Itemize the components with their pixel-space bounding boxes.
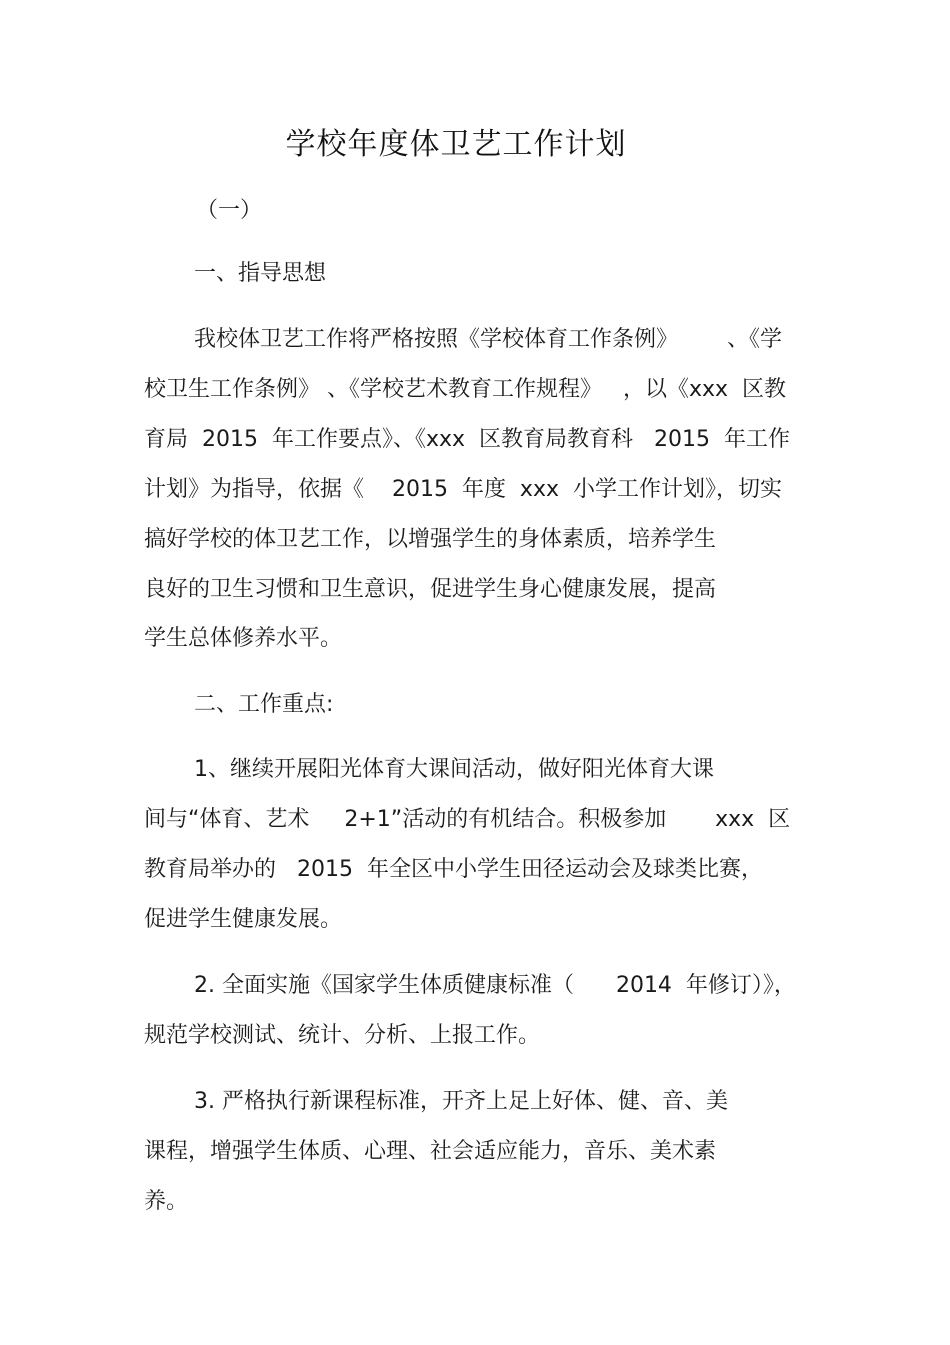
part-label: （一） <box>196 198 263 223</box>
document-title: 学校年度体卫艺工作计划 <box>285 127 627 162</box>
paragraph-line: 学生总体修养水平。 <box>144 626 343 651</box>
paragraph-line: 良好的卫生习惯和卫生意识，促进学生身心健康发展，提高 <box>144 577 717 602</box>
paragraph-line: 促进学生健康发展。 <box>144 907 343 932</box>
paragraph-line: 校卫生工作条例》 、《学校艺术教育工作规程》 ，以《xxx 区教 <box>144 377 787 402</box>
paragraph-line: 计划》为指导，依据《 2015 年度 xxx 小学工作计划》，切实 <box>144 477 782 502</box>
paragraph-line: 养。 <box>144 1189 189 1214</box>
paragraph-line: 育局 2015 年工作要点》、《xxx 区教育局教育科 2015 年工作 <box>144 427 790 452</box>
paragraph-line: 间与“体育、艺术 2+1”活动的有机结合。积极参加 xxx 区 <box>144 807 791 832</box>
section-heading-work-focus: 二、工作重点: <box>194 692 334 717</box>
paragraph-line: 规范学校测试、统计、分析、上报工作。 <box>144 1023 541 1048</box>
paragraph-line: 1、继续开展阳光体育大课间活动，做好阳光体育大课 <box>194 757 714 782</box>
paragraph-line: 3. 严格执行新课程标准，开齐上足上好体、健、音、美 <box>194 1089 728 1114</box>
paragraph-line: 2. 全面实施《国家学生体质健康标准（ 2014 年修订）》， <box>194 973 796 998</box>
paragraph-line: 我校体卫艺工作将严格按照《学校体育工作条例》 、《学 <box>194 327 782 352</box>
paragraph-line: 搞好学校的体卫艺工作，以增强学生的身体素质，培养学生 <box>144 527 717 552</box>
paragraph-line: 课程，增强学生体质、心理、社会适应能力，音乐、美术素 <box>144 1139 717 1164</box>
paragraph-line: 教育局举办的 2015 年全区中小学生田径运动会及球类比赛， <box>144 857 763 882</box>
section-heading-guiding-thought: 一、指导思想 <box>194 261 327 286</box>
